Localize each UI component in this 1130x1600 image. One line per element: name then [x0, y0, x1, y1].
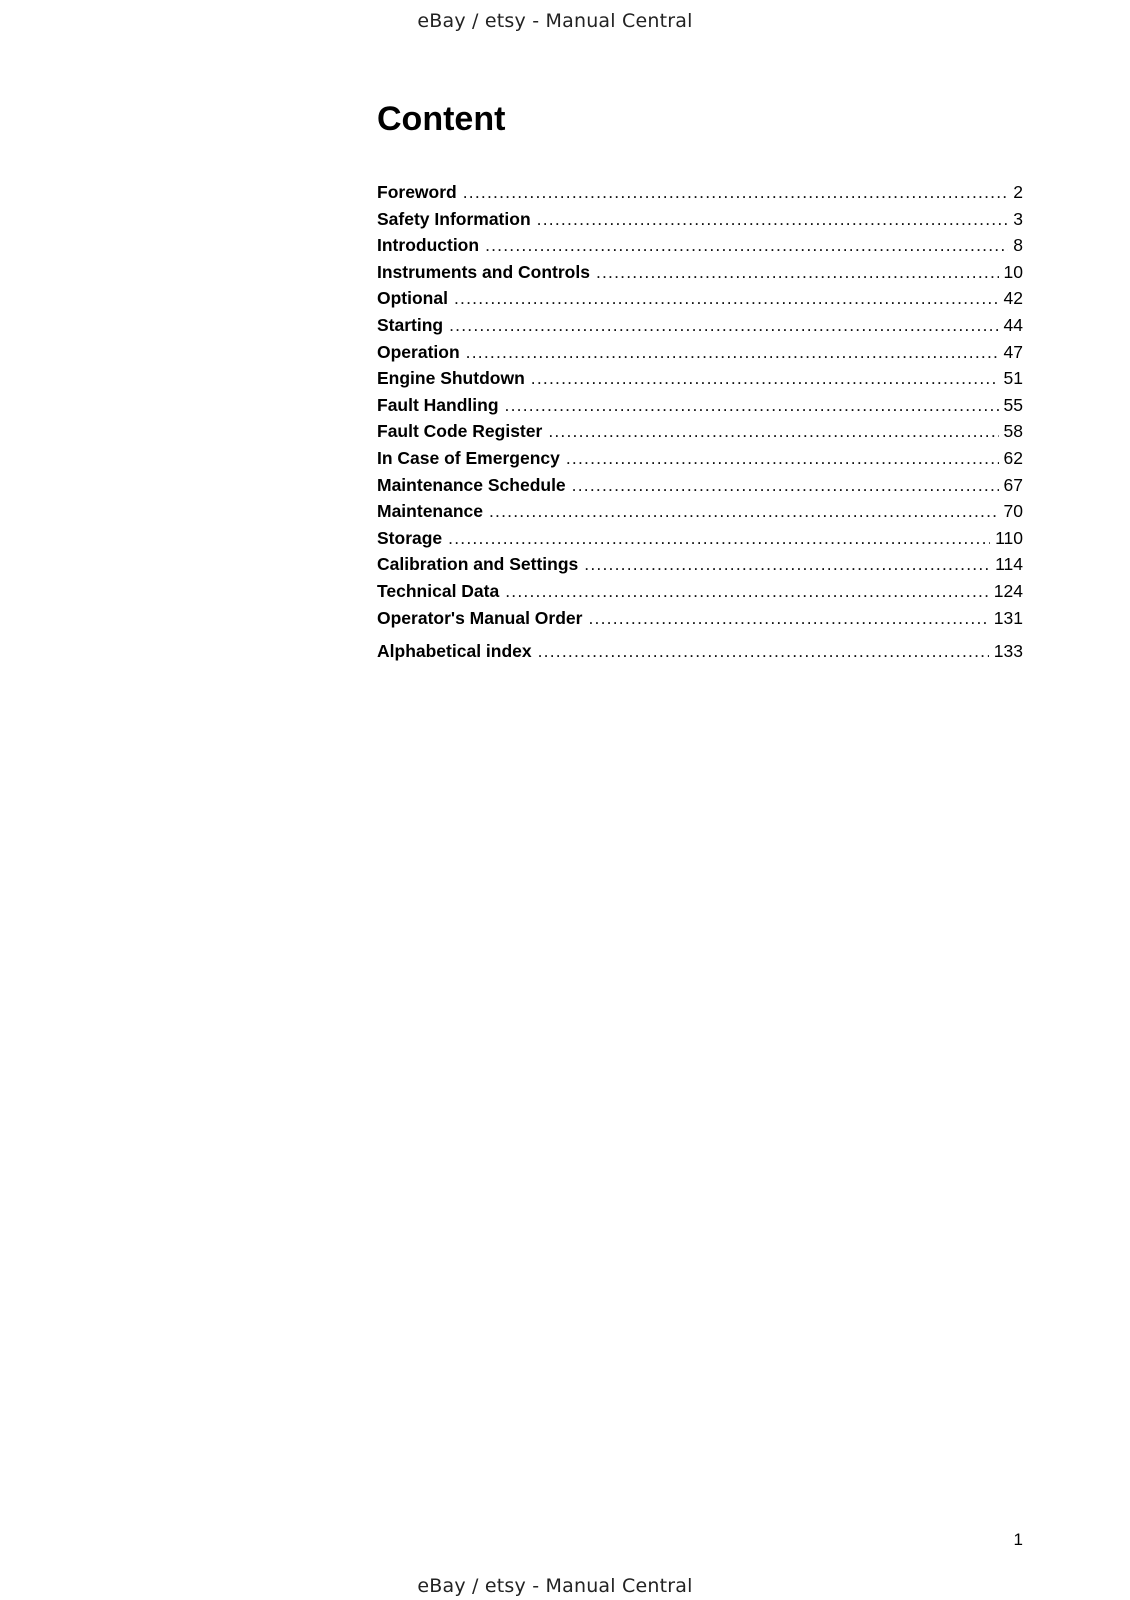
toc-entry-title: Engine Shutdown: [377, 368, 525, 389]
toc-entry-page: 51: [1003, 368, 1023, 389]
toc-entry-calibration-and-settings[interactable]: [377, 551, 1023, 578]
toc-entry-title: Operator's Manual Order: [377, 607, 583, 628]
toc-entry-fault-code-register[interactable]: [377, 418, 1023, 445]
toc-entry-maintenance[interactable]: [377, 498, 1023, 525]
page-title: Content: [377, 100, 506, 138]
dot-leader: [485, 232, 1008, 259]
toc-entry-page: 114: [995, 554, 1023, 575]
toc-entry-page: 124: [993, 580, 1023, 601]
dot-leader: [537, 206, 1009, 233]
dot-leader: [538, 638, 989, 665]
dot-leader: [588, 605, 988, 632]
toc-entry-operation[interactable]: [377, 339, 1023, 366]
dot-leader: [531, 365, 999, 392]
toc-entry-title: Fault Code Register: [377, 421, 543, 442]
toc-entry-page: 58: [1003, 421, 1023, 442]
toc-entry-title: Starting: [377, 314, 444, 335]
dot-leader: [449, 312, 998, 339]
toc-entry-page: 2: [1013, 182, 1023, 202]
toc-entry-storage[interactable]: [377, 525, 1023, 552]
header-watermark: [0, 10, 1130, 32]
toc-entry-title: Optional: [377, 288, 448, 309]
toc-entry-title: Safety Information: [377, 208, 531, 229]
toc-entry-page: 55: [1003, 394, 1023, 415]
table-of-contents: [377, 179, 1023, 665]
toc-entry-title: Operation: [377, 341, 460, 362]
page-number: 1: [1013, 1530, 1023, 1549]
toc-entry-foreword[interactable]: [377, 179, 1023, 206]
toc-entry-title: Technical Data: [377, 580, 500, 601]
toc-entry-operators-manual-order[interactable]: [377, 605, 1023, 632]
toc-entry-title: Alphabetical index: [377, 641, 532, 662]
toc-entry-introduction[interactable]: [377, 232, 1023, 259]
toc-entry-technical-data[interactable]: [377, 578, 1023, 605]
dot-leader: [505, 578, 989, 605]
dot-leader: [566, 445, 999, 472]
toc-entry-page: 44: [1003, 314, 1023, 335]
toc-entry-page: 10: [1003, 261, 1023, 282]
toc-entry-page: 70: [1003, 501, 1023, 522]
toc-entry-page: 8: [1013, 235, 1023, 256]
toc-entry-title: Maintenance Schedule: [377, 474, 566, 495]
toc-entry-title: In Case of Emergency: [377, 447, 560, 468]
toc-entry-title: Introduction: [377, 235, 480, 256]
toc-entry-maintenance-schedule[interactable]: [377, 472, 1023, 499]
toc-entry-page: 3: [1013, 208, 1023, 229]
toc-entry-optional[interactable]: [377, 285, 1023, 312]
dot-leader: [489, 498, 999, 525]
toc-entry-page: 110: [995, 527, 1023, 548]
dot-leader: [448, 525, 990, 552]
toc-entry-starting[interactable]: [377, 312, 1023, 339]
toc-entry-title: Foreword: [377, 182, 457, 202]
dot-leader: [454, 285, 999, 312]
toc-entry-title: Fault Handling: [377, 394, 499, 415]
dot-leader: [505, 392, 999, 419]
toc-entry-page: 47: [1003, 341, 1023, 362]
footer-watermark: [0, 1575, 1130, 1597]
dot-leader: [548, 418, 998, 445]
footer-watermark-text: eBay / etsy - Manual Central: [417, 1575, 693, 1597]
dot-leader: [463, 179, 1009, 206]
dot-leader: [596, 259, 999, 286]
toc-entry-title: Calibration and Settings: [377, 554, 579, 575]
toc-entry-title: Instruments and Controls: [377, 261, 590, 282]
dot-leader: [572, 472, 999, 499]
header-watermark-text: eBay / etsy - Manual Central: [417, 10, 693, 32]
toc-entry-engine-shutdown[interactable]: [377, 365, 1023, 392]
dot-leader: [466, 339, 999, 366]
toc-entry-fault-handling[interactable]: [377, 392, 1023, 419]
toc-entry-safety-information[interactable]: [377, 206, 1023, 233]
toc-entry-instruments-and-controls[interactable]: [377, 259, 1023, 286]
toc-entry-title: Maintenance: [377, 501, 483, 522]
toc-entry-page: 42: [1003, 288, 1023, 309]
toc-entry-page: 131: [993, 607, 1023, 628]
toc-entry-title: Storage: [377, 527, 443, 548]
toc-entry-page: 62: [1003, 447, 1023, 468]
toc-entry-in-case-of-emergency[interactable]: [377, 445, 1023, 472]
toc-entry-page: 133: [993, 641, 1023, 662]
toc-entry-page: 67: [1003, 474, 1023, 495]
toc-entry-alphabetical-index[interactable]: [377, 638, 1023, 665]
dot-leader: [584, 551, 990, 578]
